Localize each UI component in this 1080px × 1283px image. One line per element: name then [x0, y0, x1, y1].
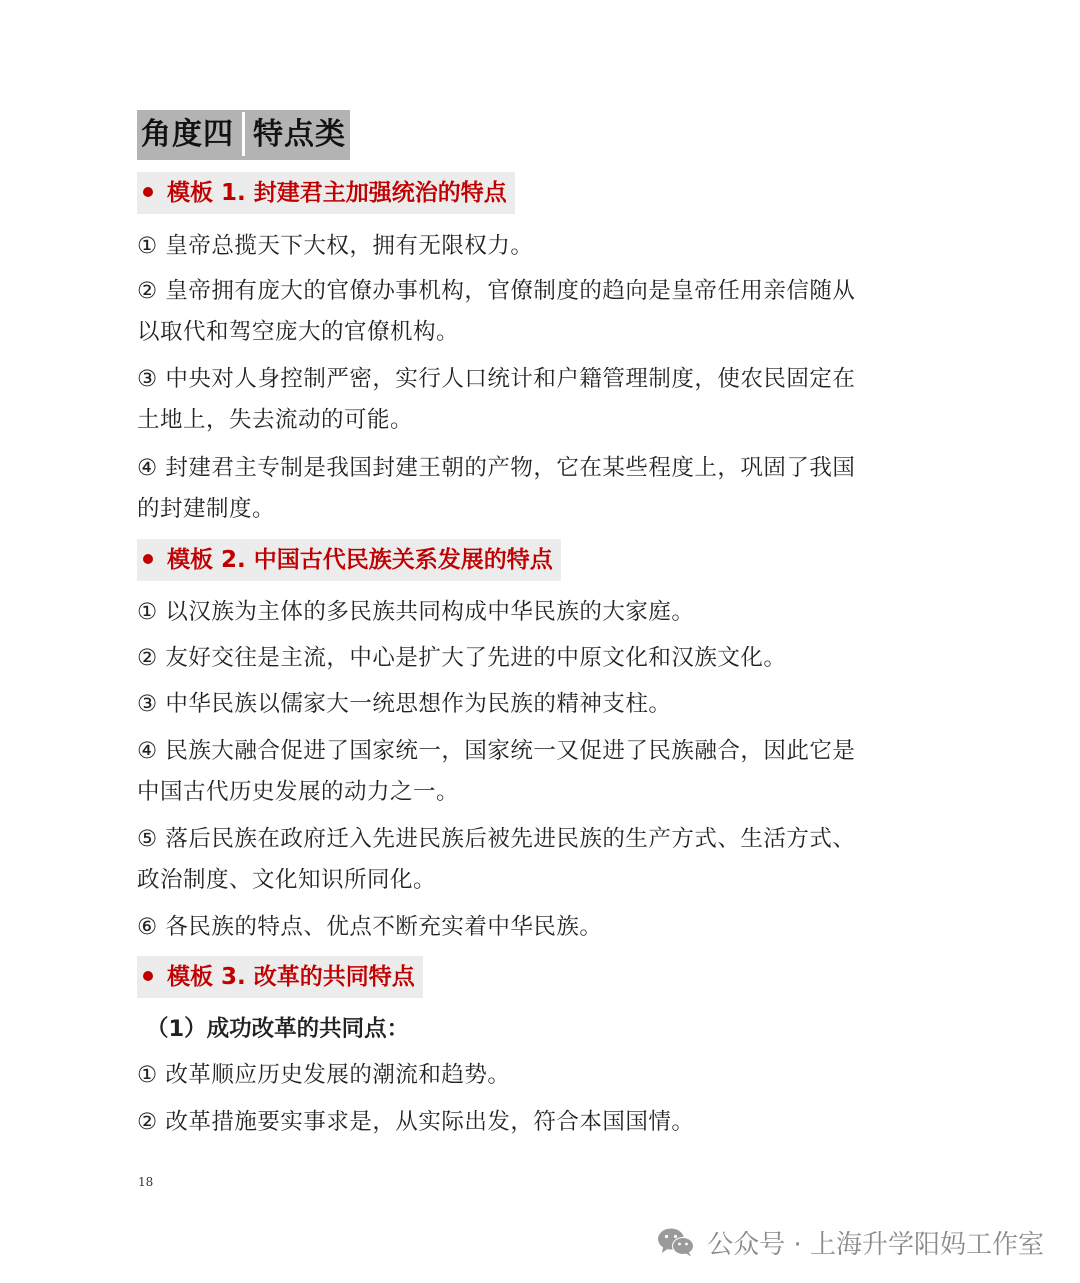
- template-2-heading: [137, 539, 561, 581]
- template-1-heading-text: 模板 1. 封建君主加强统治的特点: [167, 180, 507, 206]
- template-2-line-4: ④ 民族大融合促进了国家统一，国家统一又促进了民族融合，因此它是: [137, 738, 856, 764]
- section-title-part2: 特点类: [253, 117, 346, 152]
- section-heading: [137, 110, 350, 160]
- template-2-line-7: 政治制度、文化知识所同化。: [137, 867, 437, 893]
- template-1-line-7: 的封建制度。: [137, 496, 276, 522]
- template-3-line-1: ① 改革顺应历史发展的潮流和趋势。: [137, 1062, 511, 1088]
- template-2-line-1: ① 以汉族为主体的多民族共同构成中华民族的大家庭。: [137, 599, 695, 625]
- template-1-heading: [137, 172, 515, 214]
- template-1-line-6: ④ 封建君主专制是我国封建王朝的产物，它在某些程度上，巩固了我国: [137, 455, 856, 481]
- section-title-divider: [242, 112, 245, 156]
- template-3-line-2: ② 改革措施要实事求是，从实际出发，符合本国国情。: [137, 1109, 695, 1135]
- template-3-heading-text: 模板 3. 改革的共同特点: [167, 964, 415, 990]
- template-2-line-2: ② 友好交往是主流，中心是扩大了先进的中原文化和汉族文化。: [137, 645, 787, 671]
- template-1-line-4: ③ 中央对人身控制严密，实行人口统计和户籍管理制度，使农民固定在: [137, 366, 856, 392]
- wechat-icon: [657, 1227, 695, 1257]
- template-3-subheading: （1）成功改革的共同点：: [146, 1016, 410, 1042]
- template-1-line-5: 土地上，失去流动的可能。: [137, 407, 414, 433]
- section-title-part1: 角度四: [141, 117, 234, 152]
- page-number: 18: [138, 1175, 154, 1189]
- bullet-icon: [143, 971, 153, 981]
- template-2-line-6: ⑤ 落后民族在政府迁入先进民族后被先进民族的生产方式、生活方式、: [137, 826, 856, 852]
- template-2-line-8: ⑥ 各民族的特点、优点不断充实着中华民族。: [137, 914, 603, 940]
- template-3-heading: [137, 956, 423, 998]
- bullet-icon: [143, 554, 153, 564]
- bullet-icon: [143, 187, 153, 197]
- template-1-line-3: 以取代和驾空庞大的官僚机构。: [137, 319, 460, 345]
- template-2-heading-text: 模板 2. 中国古代民族关系发展的特点: [167, 547, 553, 573]
- watermark: [657, 1222, 1044, 1262]
- template-2-line-3: ③ 中华民族以儒家大一统思想作为民族的精神支柱。: [137, 691, 672, 717]
- watermark-text: 公众号 · 上海升学阳妈工作室: [707, 1229, 1044, 1260]
- template-1-line-2: ② 皇帝拥有庞大的官僚办事机构，官僚制度的趋向是皇帝任用亲信随从: [137, 278, 856, 304]
- template-2-line-5: 中国古代历史发展的动力之一。: [137, 779, 460, 805]
- template-1-line-1: ① 皇帝总揽天下大权，拥有无限权力。: [137, 233, 534, 259]
